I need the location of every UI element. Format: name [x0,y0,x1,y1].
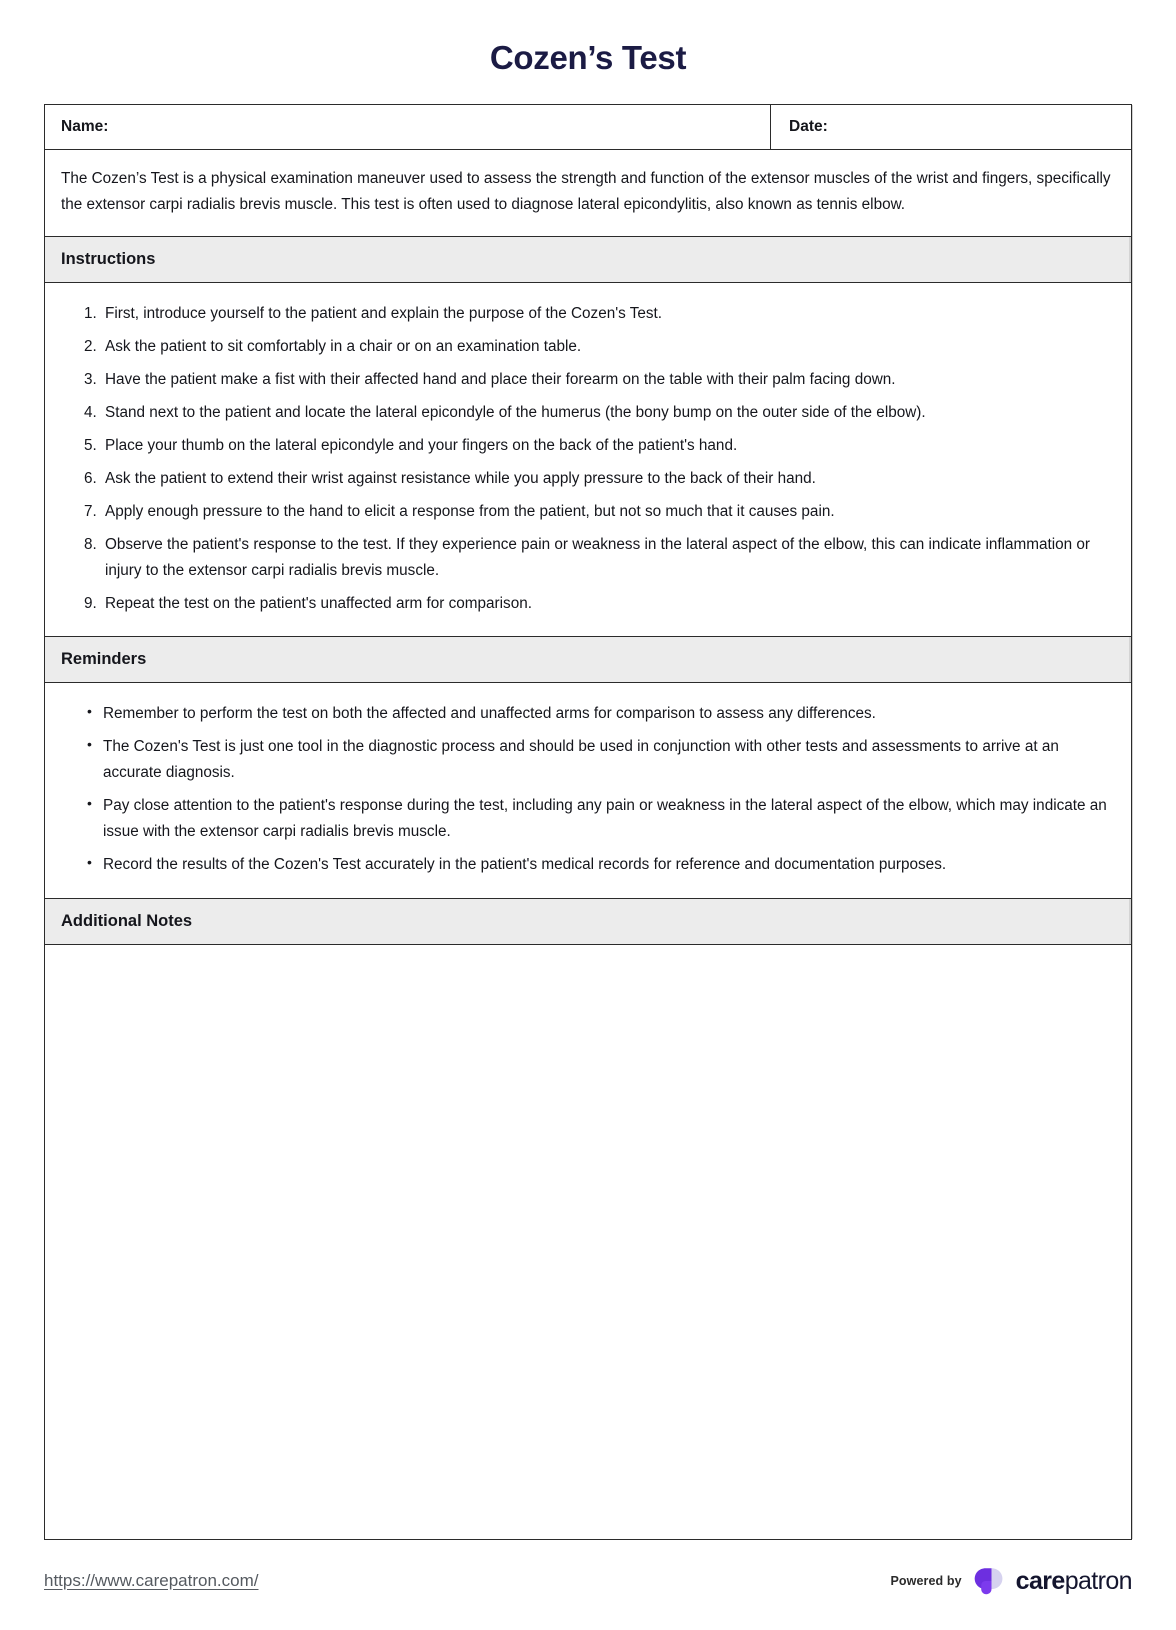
form-container [44,104,1132,1540]
instructions-body [45,283,1131,638]
reminders-body [45,683,1131,899]
reminders-list [61,701,1115,878]
footer [44,1540,1132,1596]
list-item: 6. Ask the patient to extend their wrist against resistance while you apply pressure to the back of their hand. [101,466,1115,492]
carepatron-url-link[interactable]: https://www.carepatron.com/ [44,1571,259,1591]
powered-by-label: Powered by [890,1574,962,1589]
date-label: Date: [789,117,828,135]
list-item: 3. Have the patient make a fist with their affected hand and place their forearm on the table with their palm facing down. [101,367,1115,393]
list-item: 7. Apply enough pressure to the hand to elicit a response from the patient, but not so much that it causes pain. [101,499,1115,525]
list-item: • Remember to perform the test on both the affected and unaffected arms for comparison to assess any differences. [87,701,1115,727]
carepatron-wordmark [1015,1566,1132,1595]
additional-notes-input[interactable] [45,945,1131,1540]
additional-notes-heading: Additional Notes [45,898,1131,945]
date-field[interactable] [771,105,1131,149]
page-title: Cozen’s Test [489,39,687,76]
list-item: 5. Place your thumb on the lateral epicondyle and your fingers on the back of the patient's hand. [101,433,1115,459]
powered-by-block [890,1566,1132,1596]
list-item: 8. Observe the patient's response to the test. If they experience pain or weakness in the lateral aspect of the elbow, this can indicate inflammation or injury to the extensor carpi radialis brevis muscle. [101,532,1115,584]
list-item: 1. First, introduce yourself to the patient and explain the purpose of the Cozen's Test. [101,301,1115,327]
description-text: The Cozen’s Test is a physical examination maneuver used to assess the strength and function of the extensor muscles of the wrist and fingers, specifically the extensor carpi radialis brevis muscle. This test is often used to diagnose lateral epicondylitis, also known as tennis elbow. [45,150,1131,238]
list-item: • The Cozen's Test is just one tool in the diagnostic process and should be used in conjunction with other tests and assessments to arrive at an accurate diagnosis. [87,734,1115,786]
list-item: 2. Ask the patient to sit comfortably in a chair or on an examination table. [101,334,1115,360]
list-item: 9. Repeat the test on the patient's unaffected arm for comparison. [101,591,1115,617]
name-field[interactable] [45,105,771,149]
instructions-list [61,301,1115,617]
list-item: • Pay close attention to the patient's response during the test, including any pain or weakness in the lateral aspect of the elbow, which may indicate an issue with the extensor carpi radialis brevis muscle. [87,793,1115,845]
name-date-row [45,105,1131,150]
brand-bold-text: care [1015,1566,1065,1595]
list-item: 4. Stand next to the patient and locate the lateral epicondyle of the humerus (the bony bump on the outer side of the elbow). [101,400,1115,426]
list-item: • Record the results of the Cozen's Test accurately in the patient's medical records for reference and documentation purposes. [87,852,1115,878]
reminders-heading: Reminders [45,636,1131,683]
name-label: Name: [61,117,109,135]
carepatron-logo-icon [971,1566,1007,1596]
brand-light-text: patron [1064,1566,1132,1595]
instructions-heading: Instructions [45,236,1131,283]
